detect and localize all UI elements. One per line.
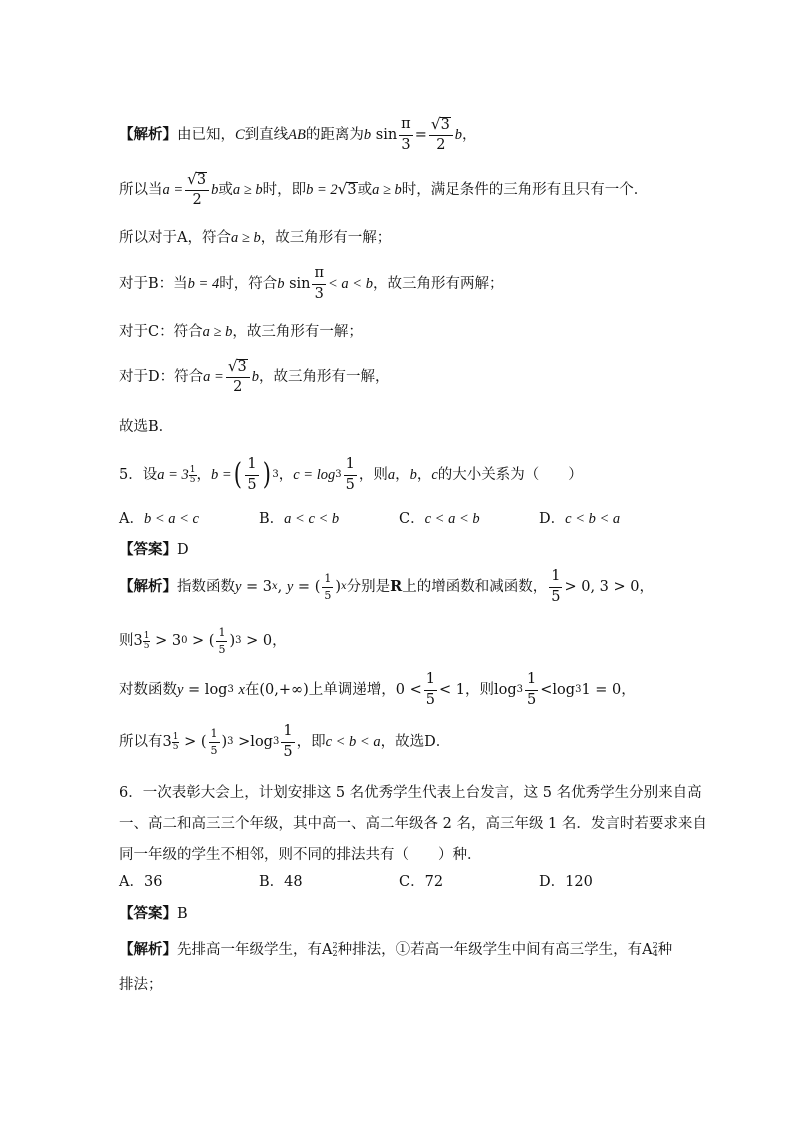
option-c: C．c < a < b	[399, 510, 480, 527]
option-d: D．c < b < a	[539, 510, 621, 527]
sqrt3-over-2-fraction: √ 3 2	[185, 172, 209, 208]
question-5: 5．设 a = 3 $\frac{1}{5}$ ， b = ( $\frac{1}{5}$ ) 3 ， c = log 3 $\frac{1}{5}$ ，则 a ， b ， c 的大小关系为（ ）	[119, 456, 583, 493]
analysis-line-6: 对于D：符合 a = √ 3 2 b ，故三角形有一解，	[119, 356, 390, 395]
analysis-tag: 【解析】	[119, 125, 177, 143]
analysis-line-4: 对于B：当 b = 4 时，符合 b sin $\frac{\pi}{3}$ < a < b ，故三角形有两解；	[119, 265, 504, 302]
option-c: C．72	[399, 873, 444, 890]
analysis-5-line-2: 则 3 $\frac{1}{5}$ > 3 0 > ( $\frac{1}{5}$ ) 3 > 0，	[119, 625, 287, 656]
option-a: A．b < a < c	[119, 510, 199, 527]
question-6-line-1: 6．一次表彰大会上，计划安排这 5 名优秀学生代表上台发言，这 5 名优秀学生分别来自高	[119, 784, 702, 801]
sqrt3-over-2-fraction: √ 3 2	[226, 359, 250, 395]
analysis-5-line-4: 所以有 3 $\frac{1}{5}$ > ( $\frac{1}{5}$ ) 3 >log 3 $\frac{1}{5}$ ，即 c < b < a ，故选D．	[119, 723, 451, 760]
sqrt-3: √ 3	[337, 180, 357, 199]
question-6-line-2: 一、高二和高三三个年级，其中高一、高二年级各 2 名，高三年级 1 名．发言时若要求来自	[119, 815, 707, 832]
sqrt3-over-2-fraction: √ 3 2	[429, 117, 453, 153]
analysis-line-5: 对于C：符合 a ≥ b ，故三角形有一解；	[119, 323, 363, 340]
answer-5: 【答案】 D	[119, 540, 189, 558]
analysis-5-line-3: 对数函数 y = log 3 x 在 (0,+∞) 上单调递增， 0 < $\frac{1}{5}$ < 1，则 log 3 $\frac{1}{5}$ <log 3 1 = 0，	[119, 671, 636, 708]
analysis-line-1: 【解析】 由已知， C 到直线 AB 的距离为 b sin $\frac{\pi}{3}$ = √ 3 2 b ，	[119, 114, 477, 153]
pi-over-3-fraction: $\frac{\pi}{3}$	[314, 265, 325, 302]
option-b: B．48	[259, 873, 303, 890]
analysis-line-7: 故选B．	[119, 418, 174, 435]
analysis-line-3: 所以对于A，符合 a ≥ b ，故三角形有一解；	[119, 229, 392, 246]
pi-over-3-fraction: $\frac{\pi}{3}$	[401, 116, 411, 153]
analysis-line-2: 所以当 a = √ 3 2 b 或 a ≥ b 时，即 b = 2 √ 3 或 a ≥ b 时，满足条件的三角形有且只有一个．	[119, 169, 649, 208]
question-6-options	[119, 873, 694, 891]
analysis-6-line-2: 排法；	[119, 976, 163, 993]
option-d: D．120	[539, 873, 593, 890]
option-b: B．a < c < b	[259, 510, 340, 527]
answer-6: 【答案】 B	[119, 904, 188, 922]
analysis-5-line-1: 【解析】 指数函数 y = 3 x , y = ( $\frac{1}{5}$ ) x 分别是 R 上的增函数和减函数， $\frac{1}{5}$ > 0, 3 > 0，	[119, 568, 654, 605]
question-6-line-3: 同一年级的学生不相邻，则不同的排法共有（ ）种．	[119, 846, 482, 863]
option-a: A．36	[119, 873, 163, 890]
analysis-6-line-1: 【解析】 先排高一年级学生，有 A 2 2 种排法，①若高一年级学生中间有高三学生，有 A 2 4 种	[119, 940, 673, 958]
question-5-options	[119, 510, 694, 528]
